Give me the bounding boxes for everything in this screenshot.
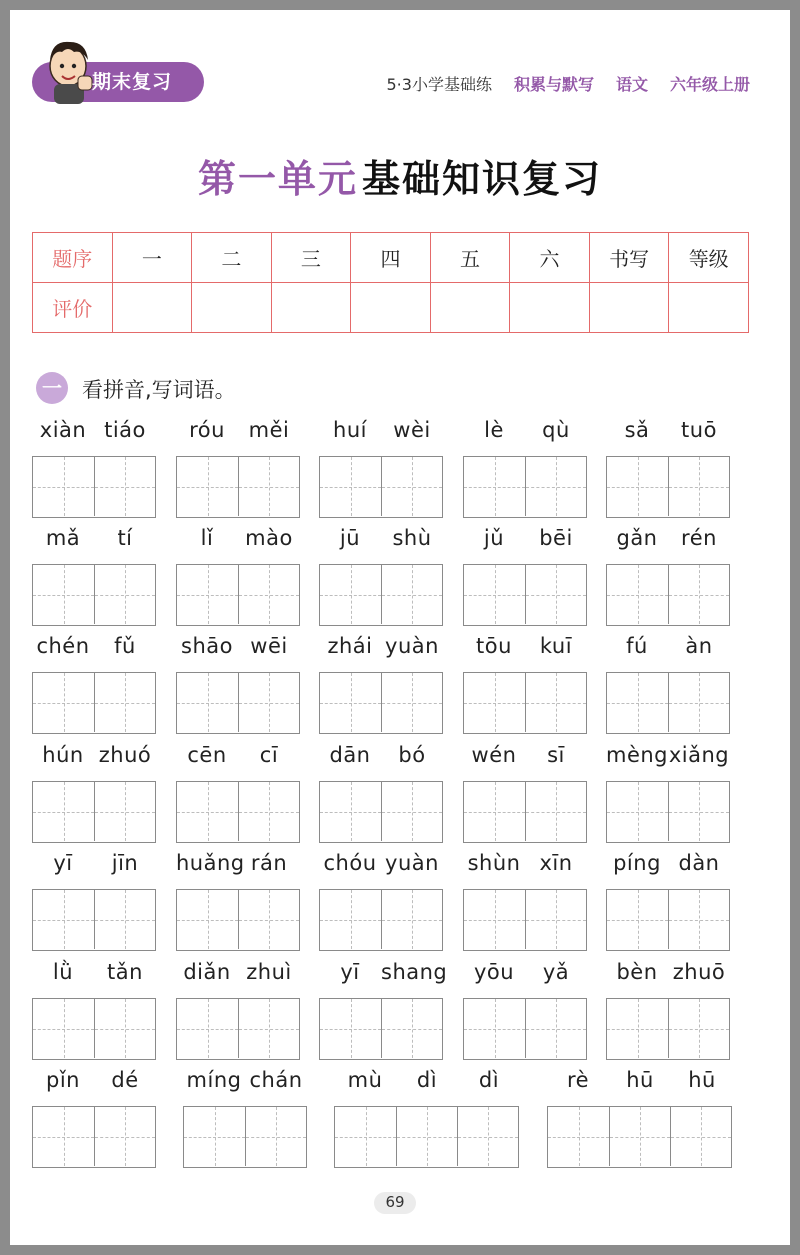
tianzige-cell[interactable]	[94, 999, 155, 1058]
pinyin-syllable: shang	[381, 960, 448, 984]
tianzige-cell[interactable]	[525, 673, 586, 732]
pinyin-syllable: bēi	[539, 526, 573, 550]
pinyin-syllable: pǐn	[46, 1068, 80, 1092]
writing-grid	[176, 998, 300, 1060]
pinyin-syllable: sī	[547, 743, 565, 767]
score-table	[32, 232, 749, 333]
series-name: 5·3小学基础练	[386, 75, 492, 94]
pinyin-syllable: lǐ	[200, 526, 214, 550]
writing-grid	[606, 781, 730, 843]
writing-grid	[319, 456, 443, 518]
tianzige-cell[interactable]	[381, 890, 442, 949]
score-header-cell: 五	[430, 233, 510, 283]
pinyin-syllable: tuō	[681, 418, 717, 442]
pinyin-syllable: zhuì	[246, 960, 292, 984]
tianzige-cell[interactable]	[94, 1107, 155, 1166]
tianzige-cell[interactable]	[381, 565, 442, 624]
writing-grid	[606, 889, 730, 951]
book-name: 积累与默写	[513, 75, 594, 94]
score-eval-cell[interactable]	[351, 283, 431, 333]
tianzige-cell[interactable]	[525, 782, 586, 841]
tianzige-cell[interactable]	[668, 999, 729, 1058]
writing-grid	[334, 1106, 519, 1168]
score-eval-cell[interactable]	[589, 283, 669, 333]
score-header-cell: 书写	[589, 233, 669, 283]
pinyin-syllable: wēi	[250, 634, 288, 658]
tianzige-cell[interactable]	[33, 673, 94, 732]
tianzige-cell[interactable]	[238, 673, 299, 732]
pinyin-syllable: yī	[340, 960, 360, 984]
tianzige-cell[interactable]	[457, 1107, 518, 1166]
section-instruction: 看拼音,写词语。	[82, 378, 236, 402]
writing-grid	[32, 672, 156, 734]
pinyin-syllable: míng	[186, 1068, 242, 1092]
pinyin-syllable: chén	[36, 634, 90, 658]
tianzige-cell[interactable]	[525, 457, 586, 516]
tianzige-cell[interactable]	[320, 782, 381, 841]
writing-grid	[463, 672, 587, 734]
writing-grid	[463, 998, 587, 1060]
tianzige-cell[interactable]	[94, 457, 155, 516]
tianzige-cell[interactable]	[94, 890, 155, 949]
pinyin-syllable: mǎ	[45, 526, 81, 550]
tianzige-cell[interactable]	[177, 673, 238, 732]
writing-grid	[32, 998, 156, 1060]
writing-grid	[32, 781, 156, 843]
writing-grid	[176, 781, 300, 843]
score-header-label: 题序	[33, 233, 113, 283]
writing-grid	[32, 564, 156, 626]
tianzige-cell[interactable]	[670, 1107, 731, 1166]
tianzige-cell[interactable]	[33, 890, 94, 949]
worksheet-page	[10, 10, 790, 1245]
tianzige-cell[interactable]	[238, 565, 299, 624]
pinyin-syllable: rén	[681, 526, 717, 550]
tianzige-cell[interactable]	[464, 782, 525, 841]
tianzige-cell[interactable]	[607, 782, 668, 841]
pinyin-syllable: sǎ	[624, 418, 650, 442]
tianzige-cell[interactable]	[607, 999, 668, 1058]
pinyin-syllable: cī	[259, 743, 279, 767]
score-eval-cell[interactable]	[669, 283, 749, 333]
pinyin-syllable: yōu	[473, 960, 515, 984]
writing-grid	[319, 889, 443, 951]
pinyin-syllable: hū	[688, 1068, 716, 1092]
pinyin-syllable: dàn	[678, 851, 720, 875]
pinyin-syllable: xīn	[539, 851, 573, 875]
pinyin-syllable: měi	[248, 418, 290, 442]
pinyin-syllable: dì	[416, 1068, 438, 1092]
title-unit: 第一单元	[197, 157, 358, 201]
badge-label: 期末复习	[92, 71, 173, 93]
tianzige-cell[interactable]	[464, 565, 525, 624]
writing-grid	[319, 998, 443, 1060]
tianzige-cell[interactable]	[464, 999, 525, 1058]
pinyin-syllable: zhuō	[672, 960, 726, 984]
tianzige-cell[interactable]	[238, 457, 299, 516]
pinyin-syllable: píng	[613, 851, 661, 875]
score-eval-cell[interactable]	[112, 283, 192, 333]
pinyin-syllable: fǔ	[114, 634, 136, 658]
page-number: 69	[385, 1193, 405, 1211]
pinyin-syllable: kuī	[539, 634, 573, 658]
pinyin-syllable: dān	[329, 743, 371, 767]
score-eval-cell[interactable]	[510, 283, 590, 333]
tianzige-cell[interactable]	[381, 457, 442, 516]
pinyin-syllable: wén	[471, 743, 517, 767]
tianzige-cell[interactable]	[184, 1107, 245, 1166]
tianzige-cell[interactable]	[668, 782, 729, 841]
pinyin-syllable: wèi	[393, 418, 431, 442]
pinyin-syllable: shāo	[181, 634, 233, 658]
tianzige-cell[interactable]	[33, 565, 94, 624]
pinyin-syllable: rán	[250, 851, 288, 875]
tianzige-cell[interactable]	[396, 1107, 457, 1166]
tianzige-cell[interactable]	[525, 999, 586, 1058]
pinyin-syllable: rè	[566, 1068, 590, 1092]
writing-grid	[32, 1106, 156, 1168]
pinyin-syllable: tiáo	[104, 418, 146, 442]
pinyin-syllable: diǎn	[183, 960, 231, 984]
tianzige-cell[interactable]	[320, 890, 381, 949]
tianzige-cell[interactable]	[33, 999, 94, 1058]
tianzige-cell[interactable]	[381, 673, 442, 732]
pinyin-syllable: hún	[42, 743, 84, 767]
pinyin-syllable: zhái	[327, 634, 373, 658]
pinyin-syllable: cēn	[187, 743, 227, 767]
pinyin-syllable: zhuó	[98, 743, 152, 767]
score-eval-cell[interactable]	[430, 283, 510, 333]
writing-grid	[463, 781, 587, 843]
pinyin-syllable: hū	[626, 1068, 654, 1092]
score-header-row	[33, 233, 749, 283]
writing-grid	[606, 456, 730, 518]
pinyin-syllable: shùn	[467, 851, 521, 875]
pinyin-syllable: yī	[53, 851, 73, 875]
tianzige-cell[interactable]	[320, 565, 381, 624]
writing-grid	[319, 564, 443, 626]
tianzige-cell[interactable]	[33, 782, 94, 841]
score-header-cell: 二	[192, 233, 272, 283]
tianzige-cell[interactable]	[381, 999, 442, 1058]
tianzige-cell[interactable]	[668, 457, 729, 516]
writing-grid	[463, 456, 587, 518]
tianzige-cell[interactable]	[668, 565, 729, 624]
pinyin-syllable: chóu	[323, 851, 377, 875]
tianzige-cell[interactable]	[320, 457, 381, 516]
pinyin-syllable: tōu	[476, 634, 512, 658]
header-meta	[387, 72, 751, 95]
tianzige-cell[interactable]	[607, 457, 668, 516]
grade-name: 六年级上册	[669, 75, 750, 94]
tianzige-cell[interactable]	[245, 1107, 306, 1166]
pinyin-syllable: qù	[542, 418, 570, 442]
score-header-cell: 一	[112, 233, 192, 283]
tianzige-cell[interactable]	[33, 457, 94, 516]
pinyin-syllable: tǎn	[107, 960, 143, 984]
pinyin-syllable: dé	[111, 1068, 139, 1092]
tianzige-cell[interactable]	[607, 890, 668, 949]
pinyin-syllable: xiàn	[39, 418, 87, 442]
pinyin-syllable: lǜ	[52, 960, 74, 984]
score-eval-label: 评价	[33, 283, 113, 333]
writing-grid	[606, 672, 730, 734]
writing-grid	[183, 1106, 307, 1168]
score-header-cell: 三	[271, 233, 351, 283]
writing-grid	[176, 889, 300, 951]
writing-grid	[176, 564, 300, 626]
score-header-cell: 六	[510, 233, 590, 283]
title-topic: 基础知识复习	[362, 157, 603, 201]
pinyin-syllable: jǔ	[483, 526, 505, 550]
tianzige-cell[interactable]	[94, 673, 155, 732]
writing-grid	[606, 998, 730, 1060]
writing-grid	[319, 781, 443, 843]
pinyin-syllable: lè	[484, 418, 504, 442]
pinyin-syllable: jīn	[111, 851, 139, 875]
pinyin-syllable: xiǎng	[668, 743, 730, 767]
pinyin-syllable: bó	[398, 743, 426, 767]
pinyin-syllable: mèng	[606, 743, 669, 767]
tianzige-cell[interactable]	[609, 1107, 670, 1166]
pinyin-syllable: huǎng	[176, 851, 245, 875]
pinyin-syllable: bèn	[616, 960, 658, 984]
tianzige-cell[interactable]	[525, 890, 586, 949]
pinyin-syllable: chán	[249, 1068, 303, 1092]
tianzige-cell[interactable]	[94, 565, 155, 624]
pinyin-syllable: huí	[333, 418, 367, 442]
score-eval-cell[interactable]	[192, 283, 272, 333]
pinyin-syllable: yuàn	[385, 851, 439, 875]
pinyin-syllable: róu	[189, 418, 225, 442]
tianzige-cell[interactable]	[177, 782, 238, 841]
tianzige-cell[interactable]	[177, 999, 238, 1058]
writing-grid	[547, 1106, 732, 1168]
writing-grid	[319, 672, 443, 734]
writing-grid	[176, 456, 300, 518]
pinyin-syllable: àn	[685, 634, 713, 658]
tianzige-cell[interactable]	[238, 782, 299, 841]
writing-grid	[176, 672, 300, 734]
pinyin-syllable: shù	[392, 526, 432, 550]
pinyin-syllable: mù	[347, 1068, 383, 1092]
writing-grid	[606, 564, 730, 626]
tianzige-cell[interactable]	[464, 673, 525, 732]
section-number: 一	[42, 376, 62, 400]
score-eval-row	[33, 283, 749, 333]
tianzige-cell[interactable]	[607, 673, 668, 732]
writing-grid	[463, 889, 587, 951]
tianzige-cell[interactable]	[381, 782, 442, 841]
tianzige-cell[interactable]	[238, 890, 299, 949]
pinyin-syllable: jū	[339, 526, 361, 550]
tianzige-cell[interactable]	[548, 1107, 609, 1166]
pinyin-syllable: mào	[245, 526, 293, 550]
score-header-cell: 四	[351, 233, 431, 283]
tianzige-cell[interactable]	[94, 782, 155, 841]
tianzige-cell[interactable]	[464, 457, 525, 516]
pinyin-syllable: fú	[626, 634, 648, 658]
pinyin-syllable: gǎn	[616, 526, 658, 550]
tianzige-cell[interactable]	[177, 890, 238, 949]
tianzige-cell[interactable]	[607, 565, 668, 624]
tianzige-cell[interactable]	[335, 1107, 396, 1166]
writing-grid	[32, 456, 156, 518]
tianzige-cell[interactable]	[668, 890, 729, 949]
tianzige-cell[interactable]	[33, 1107, 94, 1166]
tianzige-cell[interactable]	[525, 565, 586, 624]
pinyin-syllable: yǎ	[542, 960, 570, 984]
pinyin-syllable: tí	[117, 526, 133, 550]
score-eval-cell[interactable]	[271, 283, 351, 333]
pinyin-syllable: yuàn	[385, 634, 439, 658]
score-header-cell: 等级	[669, 233, 749, 283]
tianzige-cell[interactable]	[320, 673, 381, 732]
tianzige-cell[interactable]	[464, 890, 525, 949]
tianzige-cell[interactable]	[177, 457, 238, 516]
tianzige-cell[interactable]	[238, 999, 299, 1058]
tianzige-cell[interactable]	[668, 673, 729, 732]
tianzige-cell[interactable]	[320, 999, 381, 1058]
writing-grid	[463, 564, 587, 626]
page-title	[10, 148, 790, 203]
subject-name: 语文	[615, 75, 648, 94]
pinyin-syllable: dì	[478, 1068, 500, 1092]
tianzige-cell[interactable]	[177, 565, 238, 624]
writing-grid	[32, 889, 156, 951]
